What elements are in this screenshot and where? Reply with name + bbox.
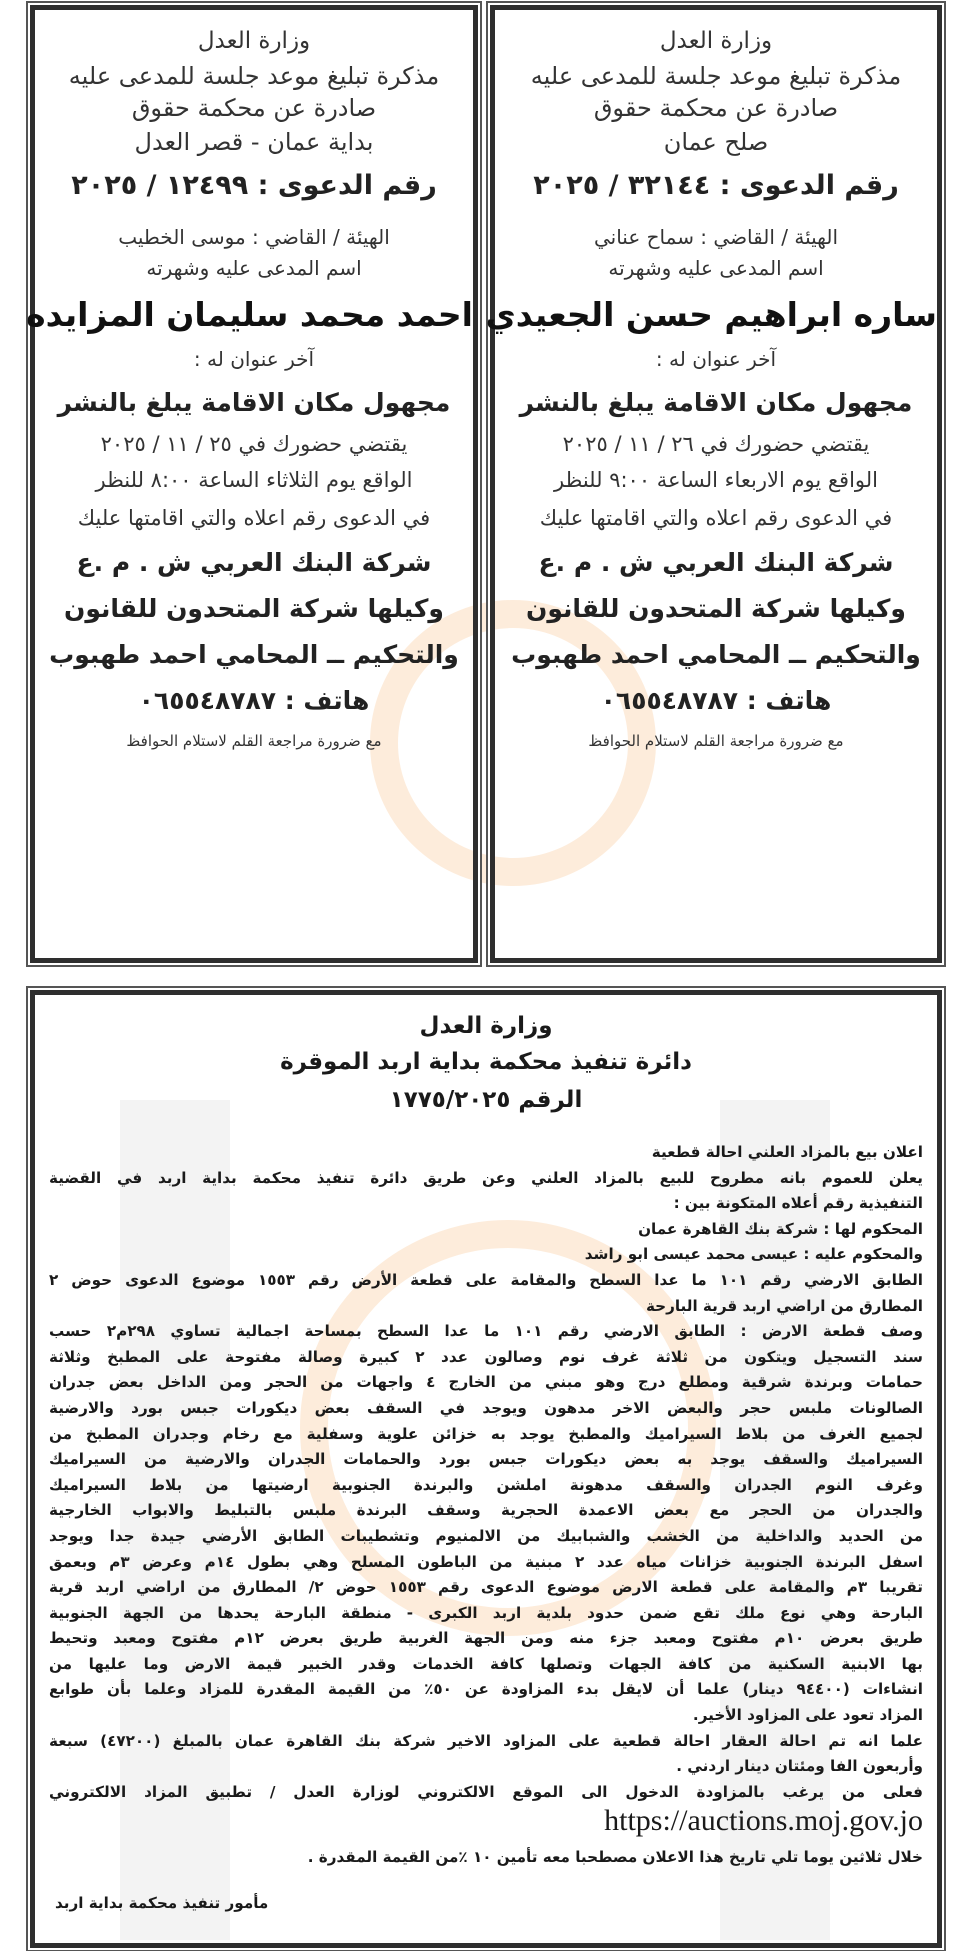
auction-text-line: من الحديد والداخلية من الخشب والشبابيك من الالمنيوم وتشطيبات الطابق الأرضي جيدة جدا ويوجد	[49, 1526, 923, 1545]
auction-signature: مأمور تنفيذ محكمة بداية اربد	[55, 1894, 269, 1913]
address: مجهول مكان الاقامة يبلغ بالنشر	[57, 388, 451, 417]
agent: وكيلها شركة المتحدون للقانون	[64, 594, 444, 623]
judge: الهيئة / القاضي : سماح عناني	[593, 225, 839, 249]
defendant-name: احمد محمد سليمان المزايده	[26, 295, 473, 334]
auction-text-line: وأربعون الفا ومئتان دينار اردني .	[676, 1757, 923, 1776]
issued-by: صادرة عن محكمة حقوق	[593, 94, 839, 122]
auction-deadline: خلال ثلاثين يوما تلي تاريخ هذا الاعلان مصطحبا معه تأمين ١٠ ٪من القيمة المقدرة .	[307, 1848, 923, 1867]
auction-text-line: المزاد تعود على المزاود الأخير.	[692, 1706, 923, 1725]
case-number: رقم الدعوى : ٣٢١٤٤ / ٢٠٢٥	[533, 170, 899, 201]
lawyer: والتحكيم ــ المحامي احمد طهبوب	[511, 640, 921, 669]
notice-title: مذكرة تبليغ موعد جلسة للمدعى عليه	[68, 62, 440, 90]
ministry-name: وزارة العدل	[419, 1013, 553, 1039]
auction-number: الرقم ١٧٧٥/٢٠٢٥	[389, 1087, 583, 1113]
case-number: رقم الدعوى : ١٢٤٩٩ / ٢٠٢٥	[71, 170, 437, 201]
ministry-name: وزارة العدل	[659, 28, 773, 54]
auction-text-line: السيراميك والسقف يوجد به بعض ديكورات جبس بورد والحمامات الجدران والارضية من السيراميك	[49, 1450, 923, 1469]
auction-text-line: وصف قطعة الارض : الطابق الارضي رقم ١٠١ ما عدا السطح بمساحة اجمالية تساوي ٢٩٨م٢ حسب	[49, 1322, 923, 1341]
auction-text-line: والمحكوم عليه : عيسى محمد عيسى ابو راشد	[584, 1245, 923, 1264]
phone: هاتف : ٠٦٥٥٤٨٧٨٧	[600, 686, 832, 715]
auction-text-line: علما انه تم احالة العقار احالة قطعية على المزاود الاخير شركة بنك القاهرة عمان بالمبلغ (٤٧٢٠٠) سبعة	[49, 1731, 923, 1750]
lawyer: والتحكيم ــ المحامي احمد طهبوب	[49, 640, 459, 669]
auction-text-line: حمامات وبرندة شرقية ومطلع درج وهو مبني من الخارج ٤ واجهات من الحجر ومن الداخل بعض جدران	[49, 1373, 923, 1392]
defendant-label: اسم المدعى عليه وشهرته	[608, 256, 824, 280]
auction-text-line: بها الابنية السكنية من كافة الجهات وتصلها كافة الخدمات وقدر الخبير قيمة الارض وما عليها من	[49, 1654, 923, 1673]
auction-text-line: المطارق من اراضي اربد قرية البارحة	[645, 1296, 923, 1315]
appearance-date: يقتضي حضورك في ٢٦ / ١١ / ٢٠٢٥	[562, 432, 870, 456]
auction-text-line: يعلن للعموم بانه مطروح للبيع بالمزاد العلني وعن طريق دائرة تنفيذ محكمة بداية اربد في القضية	[49, 1168, 923, 1187]
auction-text-line: والجدران من الحجر مع بعض الاعمدة الحجرية وسقف البرندة ملبس بالتبليط والابواب الخارجية	[49, 1501, 923, 1520]
plaintiff: شركة البنك العربي ش . م .ع	[76, 548, 432, 577]
judge: الهيئة / القاضي : موسى الخطيب	[118, 225, 390, 249]
auction-url-link[interactable]: https://auctions.moj.gov.jo	[604, 1805, 923, 1838]
court-notice-right	[485, 5, 942, 963]
defendant-name: ساره ابراهيم حسن الجعيدي	[485, 295, 937, 334]
court-notice-left	[26, 5, 478, 963]
auction-text-line: الطابق الارضي رقم ١٠١ ما عدا السطح والمقامة على قطعة الأرض رقم ١٥٥٣ موضوع الدعوى حوض ٢	[49, 1270, 923, 1289]
auction-body	[49, 1140, 923, 1917]
address-label: آخر عنوان له :	[193, 347, 315, 371]
auction-text-line: المحكوم لها : شركة بنك القاهرة عمان	[638, 1219, 923, 1238]
ministry-name: وزارة العدل	[197, 28, 311, 54]
court-name: بداية عمان - قصر العدل	[134, 128, 374, 156]
address-label: آخر عنوان له :	[655, 347, 777, 371]
auction-text-line: البارحة وهي نوع ملك تقع ضمن حدود بلدية اربد الكبرى - منطقة البارحة يحدها من الجهة الجنوبية	[49, 1603, 923, 1622]
phone: هاتف : ٠٦٥٥٤٨٧٨٧	[138, 686, 370, 715]
auction-text-line: سند التسجيل ويتكون من ثلاثة غرف نوم وصالون عدد ٢ كبيرة وصالة مفتوحة على المطبخ وثلاثة	[49, 1347, 923, 1366]
auction-text-line: وغرف النوم الجدران والسقف مدهونة املشن والبرندة الجنوبية ارضيتها من بلاط السيراميك	[49, 1475, 923, 1494]
auction-text-line: انشاءات (٩٤٤٠٠ دينار) علما أن لايقل بدء المزاودة عن ٥٠٪ من القيمة المقدرة للمزاد وعلما بأن طوابع	[49, 1680, 923, 1699]
issued-by: صادرة عن محكمة حقوق	[131, 94, 377, 122]
auction-text-line: طريق بعرض ١٠م مفتوح ومعبد جزء منه ومن الجهة الغربية طريق بعرض ١٢م مفتوح ومعبد وتحيط	[49, 1629, 923, 1648]
auction-text-line: الصالونات ملبس حجر والبعض الاخر مدهون ويوجد في السقف بعض ديكورات جبس بورد والارضية	[49, 1398, 923, 1417]
appearance-date: يقتضي حضورك في ٢٥ / ١١ / ٢٠٢٥	[100, 432, 408, 456]
notice-title: مذكرة تبليغ موعد جلسة للمدعى عليه	[530, 62, 902, 90]
address: مجهول مكان الاقامة يبلغ بالنشر	[519, 388, 913, 417]
notice-footer: مع ضرورة مراجعة القلم لاستلام الحوافظ	[126, 732, 382, 750]
day-time: الواقع يوم الاربعاء الساعة ٩:٠٠ للنظر	[554, 468, 878, 492]
auction-text-line: تقريبا ٣م والمقامة على قطعة الارض موضوع الدعوى رقم ١٥٥٣ حوض ٢/ المطارق من اراضي اربد قرية	[49, 1578, 923, 1597]
case-reference: في الدعوى رقم اعلاه والتي اقامتها عليك	[539, 506, 893, 530]
day-time: الواقع يوم الثلاثاء الساعة ٨:٠٠ للنظر	[95, 468, 413, 492]
department-name: دائرة تنفيذ محكمة بداية اربد الموقرة	[280, 1049, 692, 1075]
case-reference: في الدعوى رقم اعلاه والتي اقامتها عليك	[77, 506, 431, 530]
defendant-label: اسم المدعى عليه وشهرته	[146, 256, 362, 280]
agent: وكيلها شركة المتحدون للقانون	[526, 594, 906, 623]
notice-footer: مع ضرورة مراجعة القلم لاستلام الحوافظ	[588, 732, 844, 750]
auction-notice	[30, 990, 942, 1948]
auction-text-line: اعلان بيع بالمزاد العلني احالة قطعية	[651, 1143, 923, 1161]
auction-text-line: فعلى من يرغب بالمزاودة الدخول الى الموقع الالكتروني لوزارة العدل / تطبيق المزاد الالكتروني	[49, 1782, 923, 1801]
plaintiff: شركة البنك العربي ش . م .ع	[538, 548, 894, 577]
court-name: صلح عمان	[663, 128, 769, 156]
auction-text-line: اسفل البرندة الجنوبية خزانات مياه عدد ٢ مبنية من الباطون المسلح وهي بطول ١٤م وعرض ٣م وبعمق	[49, 1552, 923, 1571]
auction-text-line: التنفيذية رقم أعلاه المتكونة بين :	[673, 1194, 923, 1213]
auction-text-line: لجميع الغرف من بلاط السيراميك والمطبخ يوجد به خزائن علوية وسفلية مع رخام وجدران المطبخ من	[49, 1424, 923, 1443]
